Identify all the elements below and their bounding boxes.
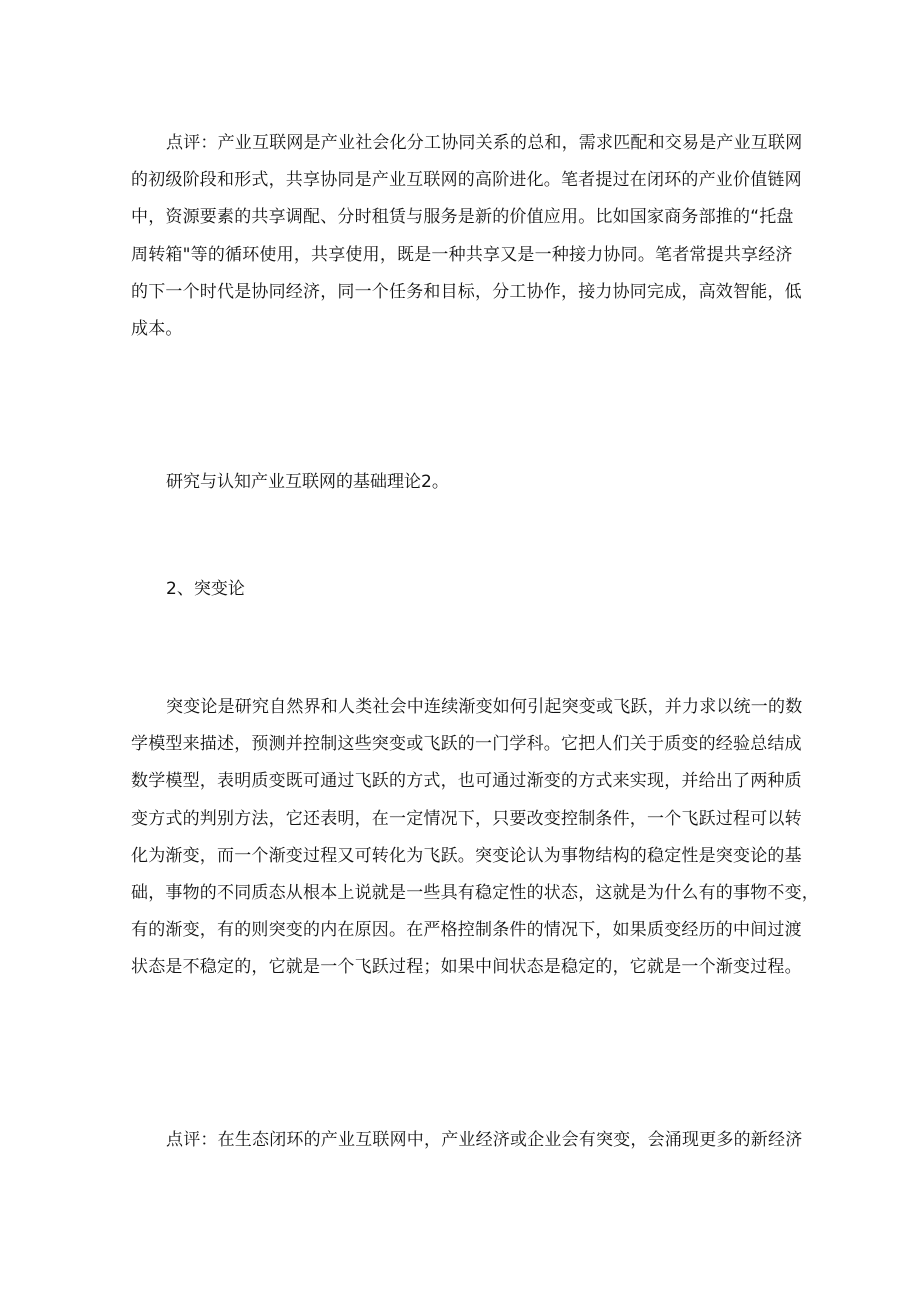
text-line: 数学模型，表明质变既可通过飞跃的方式，也可通过渐变的方式来实现，并给出了两种质 bbox=[131, 771, 802, 792]
text-line: 突变论是研究自然界和人类社会中连续渐变如何引起突变或飞跃，并力求以统一的数 bbox=[166, 697, 803, 717]
paragraph-commentary-1 bbox=[131, 125, 803, 348]
text-line: 成本。 bbox=[131, 319, 183, 340]
text-line: 变方式的判别方法，它还表明，在一定情况下，只要改变控制条件，一个飞跃过程可以转 bbox=[131, 808, 802, 829]
text-line: 中，资源要素的共享调配、分时租赁与服务是新的价值应用。比如国家商务部推的“托盘 bbox=[131, 207, 794, 228]
section-heading: 2、突变论 bbox=[166, 579, 245, 599]
text-line: 的下一个时代是协同经济，同一个任务和目标，分工协作，接力协同完成，高效智能，低 bbox=[131, 281, 802, 302]
text-line: 础，事物的不同质态从根本上说就是一些具有稳定性的状态，这就是为什么有的事物不变， bbox=[131, 883, 819, 904]
text-line: 的初级阶段和形式，共享协同是产业互联网的高阶进化。笔者提过在闭环的产业价值链网 bbox=[131, 170, 802, 191]
section-intro-line: 研究与认知产业互联网的基础理论2。 bbox=[166, 472, 449, 492]
text-line: 点评：产业互联网是产业社会化分工协同关系的总和，需求匹配和交易是产业互联网 bbox=[166, 133, 803, 153]
text-line: 有的渐变，有的则突变的内在原因。在严格控制条件的情况下，如果质变经历的中间过渡 bbox=[131, 920, 802, 941]
text-line: 学模型来描述，预测并控制这些突变或飞跃的一门学科。它把人们关于质变的经验总结成 bbox=[131, 734, 802, 755]
paragraph-catastrophe-theory bbox=[131, 689, 819, 987]
text-line: 周转箱"等的循环使用，共享使用，既是一种共享又是一种接力协同。笔者常提共享经济 bbox=[131, 244, 793, 265]
text-line: 状态是不稳定的，它就是一个飞跃过程；如果中间状态是稳定的，它就是一个渐变过程。 bbox=[131, 957, 802, 978]
text-line: 化为渐变，而一个渐变过程又可转化为飞跃。突变论认为事物结构的稳定性是突变论的基 bbox=[131, 845, 802, 866]
paragraph-commentary-2 bbox=[131, 1122, 803, 1159]
text-line: 点评：在生态闭环的产业互联网中，产业经济或企业会有突变，会涌现更多的新经济 bbox=[166, 1130, 803, 1150]
